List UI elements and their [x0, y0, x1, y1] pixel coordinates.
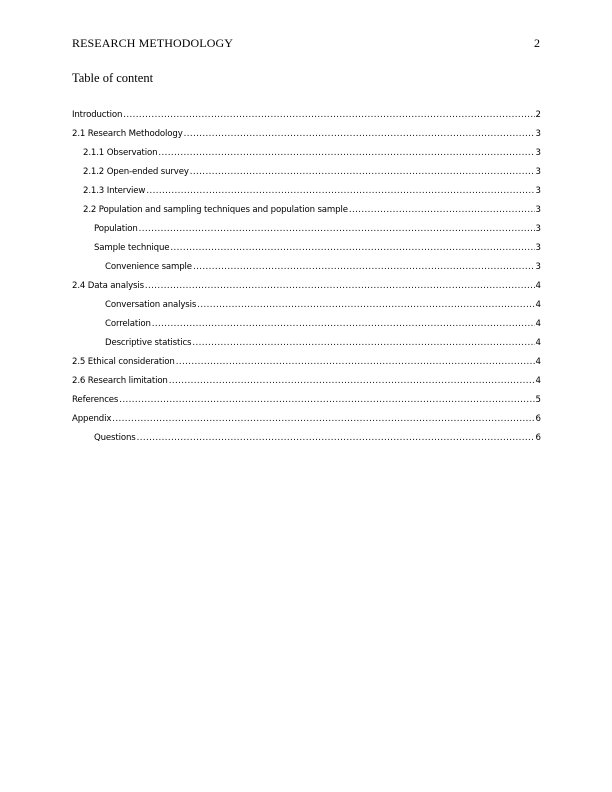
table-of-contents [72, 108, 541, 450]
page-header [72, 36, 540, 52]
toc-entry-label: Population [94, 224, 138, 234]
toc-entry-page: 3 [535, 148, 541, 158]
toc-entry-label: Correlation [105, 319, 151, 329]
toc-entry-introduction[interactable] [72, 108, 541, 127]
dot-leader [193, 260, 535, 274]
toc-entry-research-methodology[interactable] [72, 127, 541, 146]
toc-entry-interview[interactable] [72, 184, 541, 203]
toc-entry-correlation[interactable] [72, 317, 541, 336]
toc-entry-page: 6 [535, 414, 541, 424]
toc-entry-page: 3 [535, 224, 541, 234]
toc-entry-page: 3 [535, 262, 541, 272]
toc-entry-data-analysis[interactable] [72, 279, 541, 298]
toc-entry-label: References [72, 395, 119, 405]
toc-entry-page: 3 [535, 243, 541, 253]
toc-entry-page: 2 [535, 110, 541, 120]
toc-entry-label: 2.6 Research limitation [72, 376, 168, 386]
toc-entry-label: 2.2 Population and sampling techniques and population sample [83, 205, 348, 215]
toc-entry-label: 2.1.3 Interview [83, 186, 146, 196]
dot-leader [190, 165, 535, 179]
dot-leader [349, 203, 535, 217]
dot-leader [176, 355, 535, 369]
toc-entry-label: 2.1.1 Observation [83, 148, 158, 158]
toc-entry-page: 4 [535, 357, 541, 367]
toc-entry-page: 4 [535, 319, 541, 329]
toc-entry-open-ended-survey[interactable] [72, 165, 541, 184]
toc-entry-appendix[interactable] [72, 412, 541, 431]
toc-entry-page: 3 [535, 205, 541, 215]
toc-entry-page: 3 [535, 186, 541, 196]
dot-leader [170, 241, 534, 255]
toc-entry-questions[interactable] [72, 431, 541, 450]
dot-leader [169, 374, 535, 388]
toc-entry-page: 4 [535, 281, 541, 291]
toc-entry-descriptive-statistics[interactable] [72, 336, 541, 355]
toc-entry-label: Appendix [72, 414, 112, 424]
toc-entry-label: 2.1.2 Open-ended survey [83, 167, 189, 177]
toc-entry-label: 2.1 Research Methodology [72, 129, 183, 139]
toc-entry-label: Questions [94, 433, 136, 443]
toc-entry-sample-technique[interactable] [72, 241, 541, 260]
dot-leader [197, 298, 534, 312]
toc-entry-research-limitation[interactable] [72, 374, 541, 393]
dot-leader [192, 336, 534, 350]
toc-heading: Table of content [72, 71, 154, 85]
toc-entry-label: Sample technique [94, 243, 170, 253]
toc-entry-conversation-analysis[interactable] [72, 298, 541, 317]
dot-leader [119, 393, 534, 407]
dot-leader [137, 431, 535, 445]
toc-entry-label: Conversation analysis [105, 300, 197, 310]
dot-leader [145, 279, 535, 293]
toc-entry-population[interactable] [72, 222, 541, 241]
dot-leader [152, 317, 535, 331]
dot-leader [123, 108, 534, 122]
toc-entry-label: 2.4 Data analysis [72, 281, 144, 291]
dot-leader [184, 127, 535, 141]
dot-leader [158, 146, 534, 160]
running-head-title: RESEARCH METHODOLOGY [72, 36, 233, 50]
toc-entry-observation[interactable] [72, 146, 541, 165]
toc-entry-label: 2.5 Ethical consideration [72, 357, 175, 367]
dot-leader [139, 222, 535, 236]
toc-entry-label: Convenience sample [105, 262, 192, 272]
toc-entry-convenience-sample[interactable] [72, 260, 541, 279]
page-number: 2 [534, 36, 540, 50]
toc-entry-page: 4 [535, 376, 541, 386]
toc-entry-page: 4 [535, 338, 541, 348]
dot-leader [146, 184, 534, 198]
toc-entry-population-and-sampling[interactable] [72, 203, 541, 222]
toc-entry-ethical-consideration[interactable] [72, 355, 541, 374]
toc-entry-page: 3 [535, 167, 541, 177]
toc-entry-page: 6 [535, 433, 541, 443]
dot-leader [112, 412, 534, 426]
toc-entry-label: Introduction [72, 110, 123, 120]
toc-entry-page: 4 [535, 300, 541, 310]
toc-entry-references[interactable] [72, 393, 541, 412]
toc-entry-page: 3 [535, 129, 541, 139]
toc-entry-label: Descriptive statistics [105, 338, 192, 348]
toc-entry-page: 5 [535, 395, 541, 405]
